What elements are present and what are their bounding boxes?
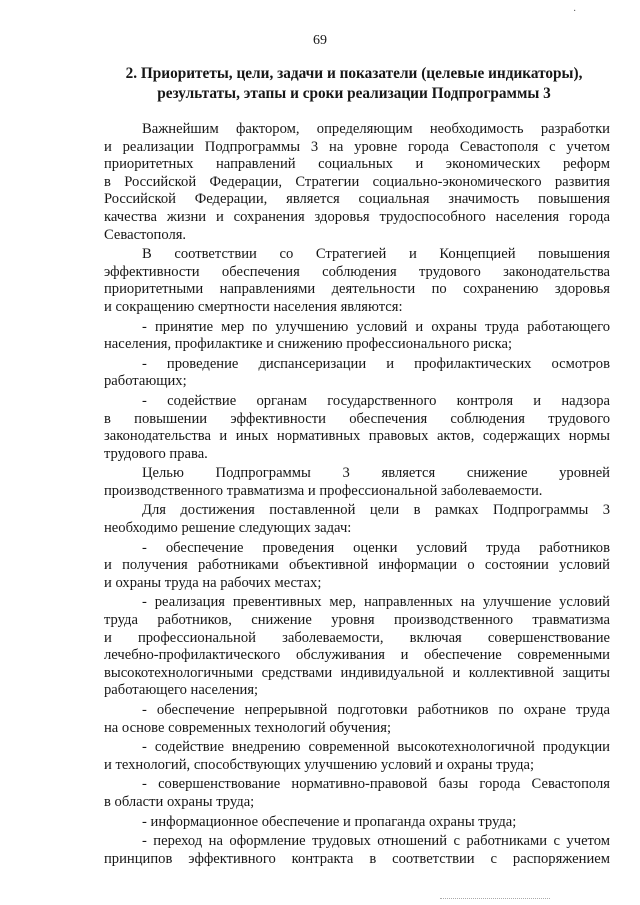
text-line: в Российской Федерации, Стратегии социально-экономического развития [104,173,610,190]
text-line: В соответствии со Стратегией и Концепцией повышения [142,246,610,263]
text-line: на основе современных технологий обучения; [104,719,392,736]
text-line: Российской Федерации, является социальная значимость повышения [104,191,610,208]
text-line: законодательства и иных нормативных правовых актов, содержащих нормы [104,428,610,445]
section-heading-line: 2. Приоритеты, цели, задачи и показатели (целевые индикаторы), [125,65,583,82]
text-line: в области охраны труда; [104,793,255,810]
text-line: - обеспечение непрерывной подготовки работников по охране труда [142,702,610,718]
text-line: труда работников, снижение уровня производственного травматизма [104,612,610,629]
text-line: Севастополя. [104,226,187,243]
text-line: и реализации Подпрограммы 3 на уровне города Севастополя с учетом [104,138,610,155]
text-line: приоритетными направлениями деятельности по сохранению здоровья [104,281,610,298]
text-line: Целью Подпрограммы 3 является снижение уровней [142,465,610,482]
text-line: - совершенствование нормативно-правовой базы города Севастополя [142,776,610,793]
scan-artifact-mark: · [573,6,577,17]
text-line: - реализация превентивных мер, направленных на улучшение условий [142,594,610,611]
text-line: приоритетных направлений социальных и экономических реформ [104,156,610,173]
text-line: - информационное обеспечение и пропаганда охраны труда; [142,813,517,830]
text-line: и технологий, способствующих улучшению условий и охраны труда; [104,756,535,773]
text-line: - проведение диспансеризации и профилактических осмотров [142,355,610,372]
text-line: населения, профилактике и снижению профессионального риска; [104,336,513,353]
text-line: и охраны труда на рабочих местах; [104,574,322,591]
text-line: и получения работниками объективной информации о состоянии условий [104,557,610,574]
page-number: 69 [313,33,327,48]
scan-artifact-dots [440,896,550,899]
text-line: необходимо решение следующих задач: [104,520,352,537]
text-line: в повышении эффективности обеспечения соблюдения трудового [104,410,610,427]
text-line: высокотехнологичными средствами индивидуальной и коллективной защиты [104,664,610,681]
text-line: - содействие внедрению современной высокотехнологичной продукции [142,739,610,756]
text-line: - принятие мер по улучшению условий и охраны труда работающего [142,318,610,335]
text-line: лечебно-профилактического обслуживания и обеспечение современными [104,647,610,664]
text-line: - переход на оформление трудовых отношений с работниками с учетом [142,833,610,850]
text-line: эффективности обеспечения соблюдения трудового законодательства [104,263,610,280]
text-line: работающего населения; [104,682,259,699]
text-line: работающих; [104,373,187,390]
section-heading [104,64,604,104]
text-line: - содействие органам государственного контроля и надзора [142,392,610,409]
text-line: качества жизни и сохранения здоровья трудоспособного населения города [104,208,610,225]
text-line: принципов эффективного контракта в соответствии с распоряжением [104,850,610,867]
text-line: трудового права. [104,445,208,462]
text-line: Важнейшим фактором, определяющим необходимость разработки [142,121,610,137]
text-line: и профессиональной заболеваемости, включая совершенствование [104,629,610,646]
text-line: Для достижения поставленной цели в рамках Подпрограммы 3 [142,502,610,519]
text-line: - обеспечение проведения оценки условий труда работников [142,539,610,556]
text-line: производственного травматизма и профессиональной заболеваемости. [104,482,543,499]
text-line: и сокращению смертности населения являются: [104,298,403,315]
body-text [104,121,610,868]
section-heading-line: результаты, этапы и сроки реализации Подпрограммы 3 [157,85,551,102]
